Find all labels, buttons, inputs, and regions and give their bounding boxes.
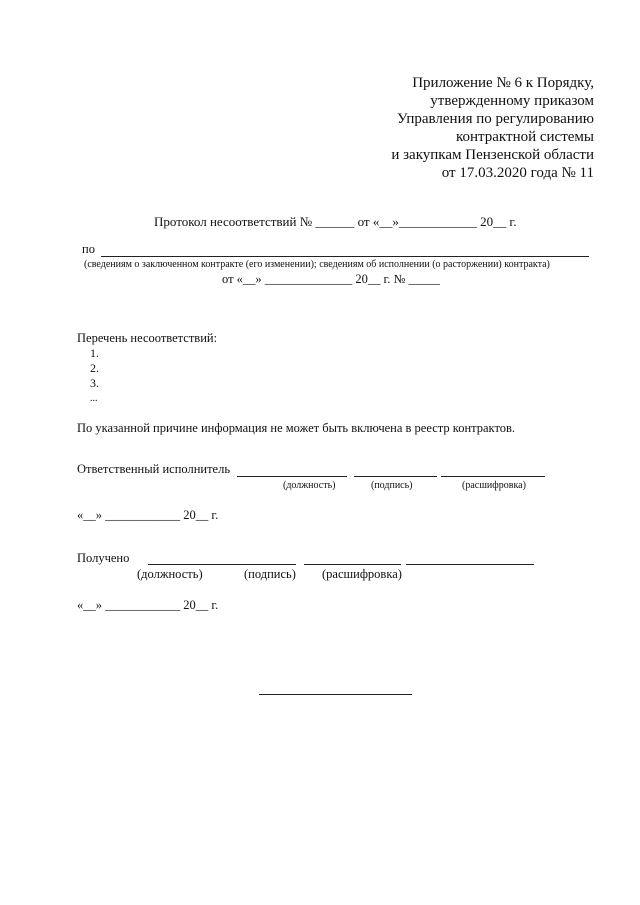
header-line: от 17.03.2020 года № 11 (441, 165, 594, 181)
responsible-label: Ответственный исполнитель (77, 462, 231, 476)
list-item: ... (90, 393, 98, 404)
po-line (101, 256, 589, 257)
list-title: Перечень несоответствий: (77, 331, 218, 345)
responsible-decoding-caption: (расшифровка) (462, 480, 526, 491)
header-line: Управления по регулированию (397, 111, 594, 127)
reason-text: По указанной причине информация не может быть включена в реестр контрактов. (77, 421, 516, 435)
responsible-signature-caption: (подпись) (371, 480, 413, 491)
received-position-line (148, 564, 296, 565)
nonconformity-list (90, 346, 99, 406)
po-date-line: от «__» ______________ 20__ г. № _____ (222, 272, 440, 286)
received-date: «__» ____________ 20__ г. (77, 598, 219, 612)
header-line: и закупкам Пензенской области (391, 147, 594, 163)
list-item: 1. (90, 346, 99, 360)
list-item: 3. (90, 376, 99, 390)
responsible-position-line (237, 476, 347, 477)
received-position-caption: (должность) (137, 567, 203, 581)
header-line: утвержденному приказом (430, 93, 594, 109)
appendix-header (391, 74, 594, 182)
responsible-signature-line (354, 476, 437, 477)
protocol-title: Протокол несоответствий № ______ от «__»____________ 20__ г. (154, 214, 517, 229)
list-item: 2. (90, 361, 99, 375)
header-line: Приложение № 6 к Порядку, (412, 75, 594, 91)
po-label: по (82, 242, 95, 256)
received-signature-caption: (подпись) (244, 567, 296, 581)
responsible-position-caption: (должность) (283, 480, 336, 491)
footer-separator-line (259, 694, 412, 695)
received-decoding-caption: (расшифровка) (322, 567, 402, 581)
responsible-date: «__» ____________ 20__ г. (77, 508, 219, 522)
received-label: Получено (77, 551, 130, 565)
responsible-decoding-line (441, 476, 545, 477)
header-line: контрактной системы (455, 129, 594, 145)
received-signature-line (304, 564, 401, 565)
received-decoding-line (406, 564, 534, 565)
po-caption: (сведениям о заключенном контракте (его изменении); сведениям об исполнении (о расторжении) контракта) (84, 259, 550, 270)
